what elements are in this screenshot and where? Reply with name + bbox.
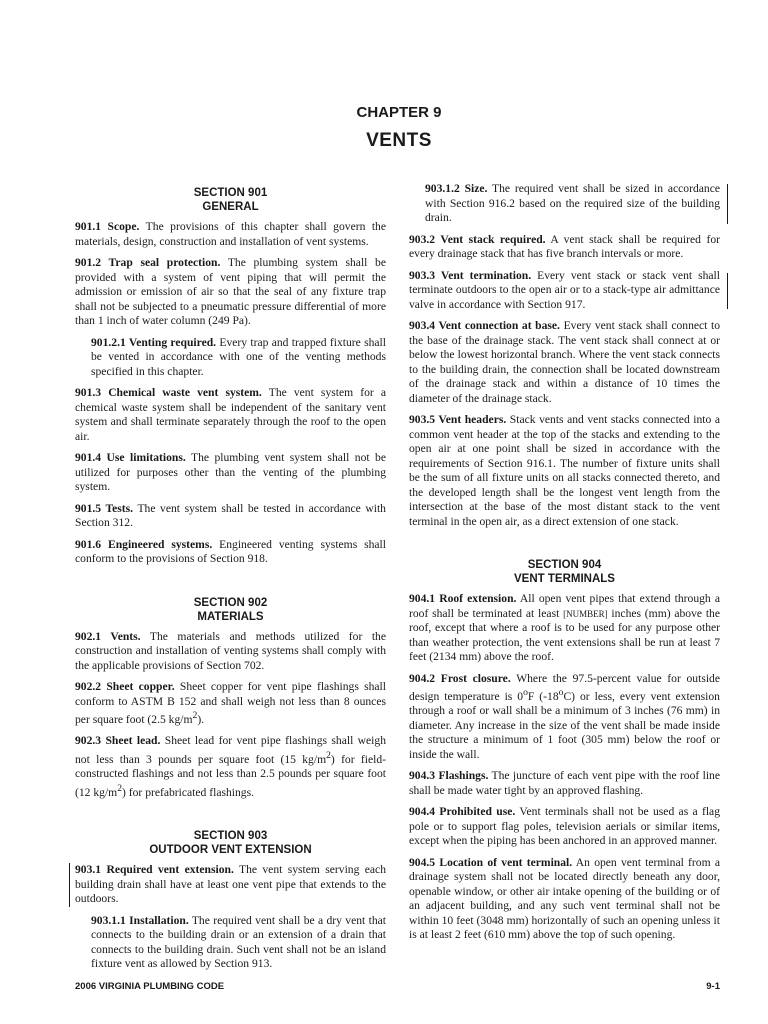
para-901-1	[75, 220, 386, 249]
para-heading: 903.5 Vent headers.	[409, 413, 507, 426]
para-heading: 903.4 Vent connection at base.	[409, 319, 560, 332]
para-heading: 901.2.1 Venting required.	[91, 335, 217, 349]
para-text: C) or less, every vent extension through a roof or wall shall be a minimum of 3 inches (76 mm) in diameter. Any increase in the size of the vent shall be made inside the structure a minimum of 1 foot (305 mm) below the roof or inside the wall.	[409, 689, 720, 761]
superscript: o	[523, 687, 528, 698]
para-heading: 903.3 Vent termination.	[409, 268, 532, 282]
para-heading: 902.1 Vents.	[75, 629, 141, 643]
right-column	[409, 182, 720, 950]
para-901-2-1	[75, 336, 386, 380]
para-901-5	[75, 502, 386, 531]
para-text: Where the 97.5-percent value for outside design temperature is 0	[409, 671, 720, 703]
para-903-5	[409, 413, 720, 529]
superscript: 2	[192, 710, 198, 721]
para-901-4	[75, 451, 386, 495]
footer-code-title: 2006 VIRGINIA PLUMBING CODE	[75, 981, 225, 992]
para-text: ) for prefabricated flashings.	[122, 785, 254, 799]
para-902-2	[75, 680, 386, 727]
para-text: Sheet copper for vent pipe flashings shall conform to ASTM B 152 and shall weigh not less than 8 ounces per square foot (2.5 kg/m	[75, 680, 386, 726]
para-text: Engineered venting systems shall conform to the provisions of Section 918.	[75, 537, 387, 565]
left-column	[75, 186, 386, 979]
para-904-3	[409, 769, 720, 798]
para-text: A vent stack shall be required for every drainage stack that has five branch intervals or more.	[409, 232, 720, 260]
para-904-2	[409, 672, 720, 763]
para-903-3	[409, 269, 720, 313]
para-heading: 904.5 Location of vent terminal.	[409, 855, 573, 869]
section-number: SECTION 903	[193, 830, 268, 843]
para-text: The required vent shall be sized in accordance with Section 916.2 based on the required size of the building drain.	[425, 182, 720, 224]
para-904-1	[409, 592, 720, 665]
para-text: The vent system shall be tested in accordance with Section 312.	[75, 501, 386, 529]
para-heading: 902.3 Sheet lead.	[75, 734, 161, 748]
para-heading: 901.3 Chemical waste vent system.	[75, 386, 262, 399]
para-text: inches (mm) above the roof, except that where a roof is to be used for any purpose other than weather protection, the vent extensions shall be run at least 7 feet (2134 mm) above the roof.	[409, 606, 721, 663]
para-text: The required vent shall be a dry vent that connects to the building drain or an extension of a drain that connects to the building drain. Such vent shall not be an island fixture vent as allowed by Section 913.	[91, 913, 386, 971]
para-text: The juncture of each vent pipe with the roof line shall be made water tight by an approved flashing.	[409, 769, 720, 797]
section-901-heading	[75, 186, 386, 214]
para-text: The plumbing vent system shall not be utilized for purposes other than the venting of the plumbing system.	[75, 451, 386, 493]
para-text: An open vent terminal from a drainage system shall not be located directly beneath any door, openable window, or other air intake opening of the building or of an adjacent building, and any such vent terminal shall not be within 10 feet (3048 mm) horizontally of such an opening unless it is at least 2 feet (610 mm) above the top of such opening.	[409, 855, 720, 942]
number-placeholder: [NUMBER]	[563, 608, 608, 619]
para-heading: 904.2 Frost closure.	[409, 671, 511, 685]
para-904-5	[409, 856, 720, 943]
footer-page-number: 9-1	[706, 981, 720, 992]
para-902-3	[75, 734, 386, 800]
para-904-4	[409, 805, 720, 849]
section-name: GENERAL	[202, 201, 259, 213]
para-text: Vent terminals shall not be used as a flag pole or to support flag poles, television aerials or similar items, except when the piping has been anchored in an approved manner.	[409, 805, 720, 848]
para-text: The provisions of this chapter shall govern the materials, design, construction and installation of vent systems.	[75, 220, 387, 248]
chapter-label: CHAPTER 9	[356, 104, 442, 121]
superscript: o	[558, 687, 564, 698]
superscript: 2	[117, 782, 123, 794]
change-bar	[727, 184, 728, 224]
para-heading: 901.1 Scope.	[75, 220, 140, 233]
para-901-3	[75, 386, 386, 444]
change-bar	[727, 273, 728, 309]
para-text: ).	[197, 712, 205, 726]
para-903-1	[75, 863, 386, 907]
para-heading: 903.2 Vent stack required.	[409, 232, 546, 246]
para-heading: 901.4 Use limitations.	[75, 451, 186, 464]
para-text: The vent system for a chemical waste system shall be independent of the sanitary vent system and shall terminate separately through the roof to the open air.	[75, 386, 387, 443]
para-heading: 904.3 Flashings.	[409, 769, 489, 783]
section-902-heading	[75, 596, 386, 624]
para-text: Sheet lead for vent pipe flashings shall weigh not less than 3 pounds per square foot (15 kg/m	[75, 734, 386, 766]
para-heading: 901.2 Trap seal protection.	[75, 256, 221, 269]
para-text: The plumbing system shall be provided with a system of vent piping that will permit the admission or emission of air so that the seal of any fixture trap shall not be subjected to a pneumatic pressure differential of more than 1 inch of water column (249 Pa).	[75, 256, 386, 327]
para-text: Every trap and trapped fixture shall be vented in accordance with one of the venting methods specified in this chapter.	[91, 335, 386, 378]
para-heading: 902.2 Sheet copper.	[75, 680, 175, 693]
para-heading: 903.1 Required vent extension.	[75, 863, 234, 877]
para-901-2	[75, 256, 386, 329]
para-text: ) for field-constructed flashings and not less than 2.5 pounds per square foot (12 kg/m	[75, 752, 386, 799]
para-heading: 903.1.1 Installation.	[91, 913, 189, 927]
para-903-4	[409, 319, 720, 406]
para-903-1-1	[75, 914, 386, 972]
para-heading: 904.4 Prohibited use.	[409, 805, 516, 819]
para-heading: 901.5 Tests.	[75, 501, 134, 515]
section-number: SECTION 904	[527, 559, 602, 571]
change-bar	[69, 863, 70, 907]
section-name: MATERIALS	[197, 610, 264, 623]
para-heading: 901.6 Engineered systems.	[75, 537, 213, 551]
section-number: SECTION 902	[193, 596, 268, 609]
para-text: F (-18	[527, 689, 559, 703]
para-heading: 903.1.2 Size.	[425, 182, 488, 195]
section-904-heading	[409, 558, 720, 586]
para-text: The vent system serving each building drain shall have at least one vent pipe that extends to the outdoors.	[75, 863, 386, 906]
section-name: OUTDOOR VENT EXTENSION	[149, 844, 312, 857]
para-text: Every vent stack or stack vent shall terminate outdoors to the open air or to a stack-type air admittance valve in accordance with Section 917.	[409, 268, 721, 311]
section-number: SECTION 901	[193, 187, 268, 199]
para-903-2	[409, 233, 720, 262]
para-heading: 904.1 Roof extension.	[409, 592, 517, 605]
para-text: The materials and methods utilized for the construction and installation of venting systems shall comply with the applicable provisions of Section 702.	[75, 629, 387, 672]
para-901-6	[75, 538, 386, 567]
para-text: Stack vents and vent stacks connected into a common vent header at the top of the stacks and extending to the open air at one point shall be sized in accordance with the requirements of Section 916.1. The number of fixture units shall be the sum of all fixture units on all stacks connected thereto, and the developed length shall be the longest vent length from the intersection at the base of the most distant stack to the vent terminal in the open air, as a direct extension of one stack.	[409, 413, 720, 528]
chapter-title: VENTS	[366, 130, 432, 151]
para-902-1	[75, 630, 386, 674]
para-text: Every vent stack shall connect to the base of the drainage stack. The vent stack shall connect at or below the lowest horizontal branch. Where the vent stack connects to the building drain, the connection shall be located downstream of the drainage stack and within a distance of 10 times the diameter of the drainage stack.	[409, 319, 720, 405]
superscript: 2	[326, 749, 331, 761]
para-903-1-2	[409, 182, 720, 226]
section-name: VENT TERMINALS	[514, 573, 615, 585]
section-903-heading	[75, 829, 386, 857]
para-text: All open vent pipes that extend through a roof shall be terminated at least	[409, 592, 720, 620]
